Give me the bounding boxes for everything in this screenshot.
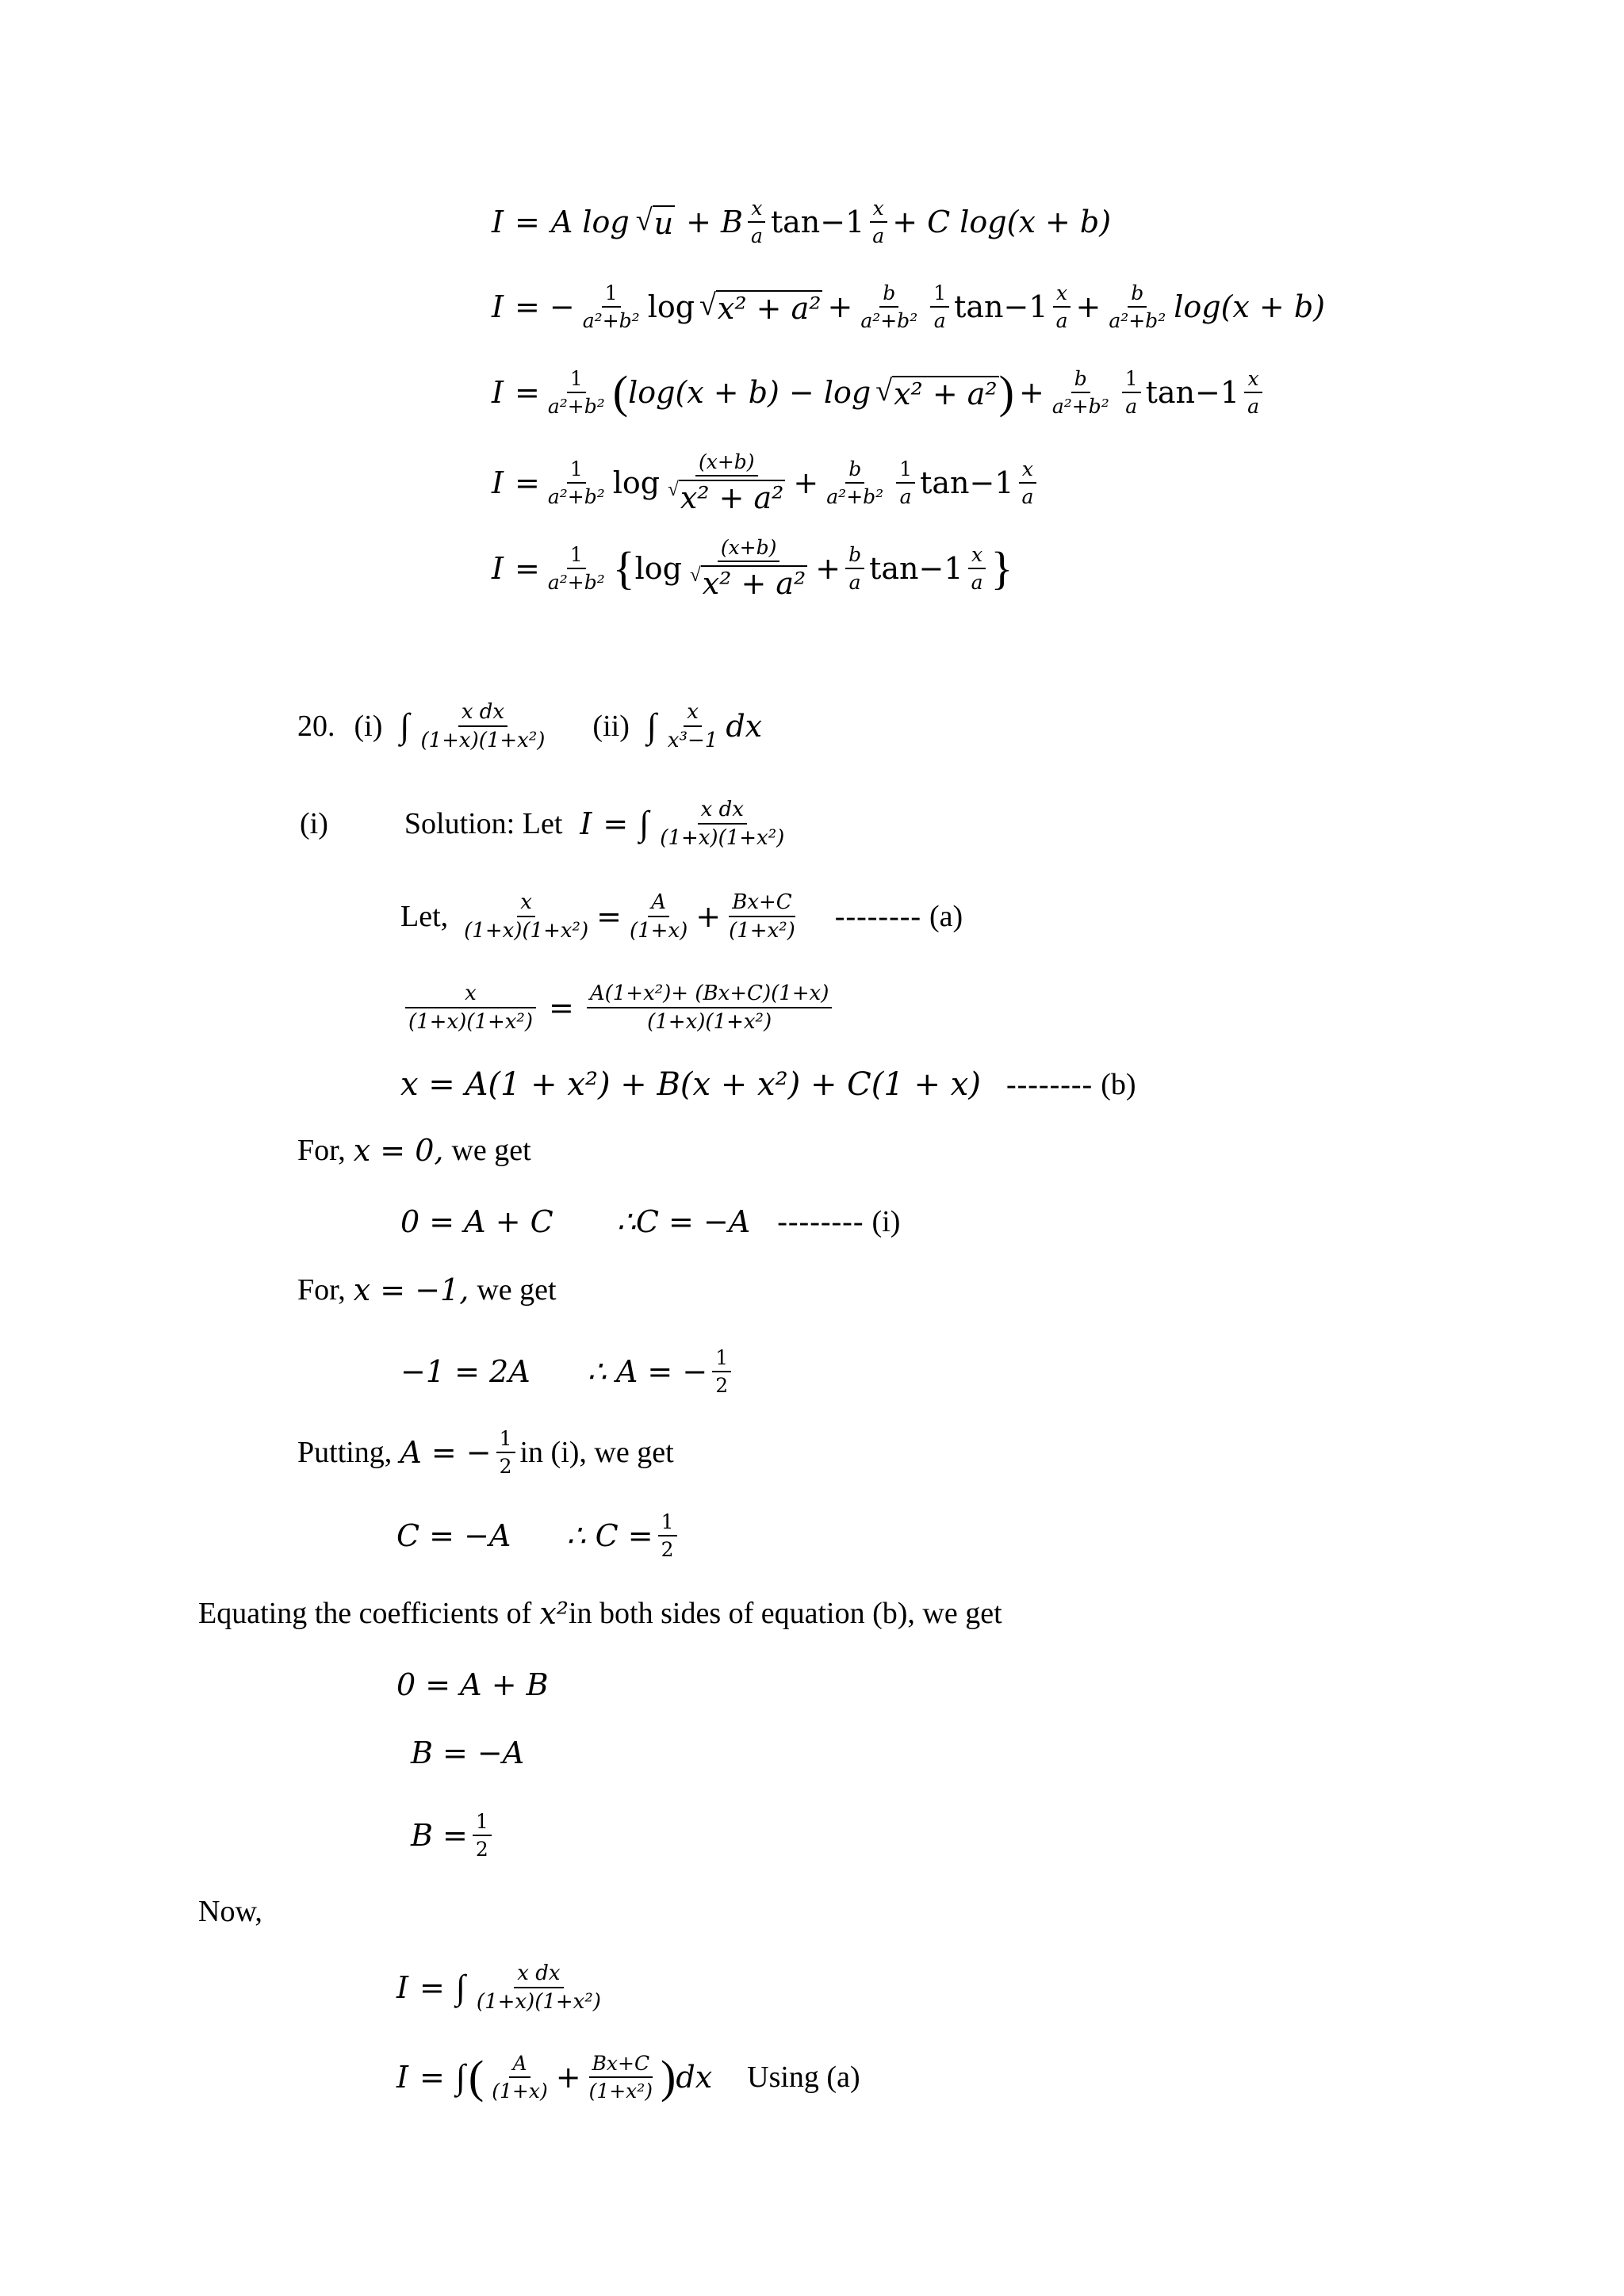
putting-line: [297, 1429, 674, 1476]
fraction: $\frac{b}{\text{a²+b²}}$: [1051, 367, 1109, 418]
note-text: Using (a): [747, 2061, 860, 2094]
dash-leader: --------: [834, 900, 922, 933]
equation-tag: (a): [929, 900, 963, 933]
math-var: I: [492, 205, 504, 239]
a-plus-b-line: [396, 1667, 549, 1702]
math-expression: B = −A: [411, 1735, 525, 1770]
math-expression: A = −: [400, 1435, 492, 1470]
fraction: $\frac{b}{\text{a²+b²}}$: [826, 457, 884, 508]
equation-line-4: I = $\frac{1}{\text{a²+b²}}$ log (x+b) √ x² + a² + $\frac{b}{\text{a²+b²}}$ $\frac{1}{a}$ tan −1 $\frac{x}{a}$: [492, 452, 1041, 513]
math-expression: x = −1,: [353, 1272, 469, 1307]
equals-sign: =: [419, 2060, 445, 2095]
tan-function: tan: [954, 289, 1004, 324]
equals-sign: =: [548, 990, 574, 1025]
a-value-line: [400, 1348, 736, 1395]
text: Equating the coefficients of: [198, 1597, 532, 1630]
final-integral-line: I = ∫ ( $\frac{A}{(1+x)}$ + $\frac{Bx+C}{\text{(1+x²)}}$ ) dx Using (a): [396, 2051, 860, 2103]
math-expression: ∴C = −A: [616, 1204, 751, 1239]
math-var: I: [492, 375, 504, 410]
text: in (i), we get: [519, 1436, 674, 1469]
equals-sign: = −: [515, 289, 575, 324]
part-label: (i): [300, 807, 328, 840]
text: Putting,: [297, 1436, 393, 1469]
math-expression: 0 = A + C: [400, 1204, 553, 1239]
plus-sign: +: [555, 2060, 581, 2095]
equals-sign: =: [515, 205, 540, 239]
fraction: $\frac{b}{\text{a²+b²}}$: [860, 281, 918, 332]
fraction: $\frac{x}{a}$: [1244, 369, 1262, 416]
math-term: log(x + b): [1174, 289, 1325, 324]
fraction: $\frac{Bx+C}{\text{(1+x²)}}$: [729, 890, 795, 943]
b-neg-a-line: [411, 1735, 525, 1770]
math-expression: ∴ C =: [566, 1518, 653, 1553]
plus-sign: +: [815, 550, 841, 586]
math-expression: x = A(1 + x²) + B(x + x²) + C(1 + x): [400, 1066, 981, 1103]
log-function: log: [612, 465, 661, 500]
plus-sign: +: [827, 289, 853, 324]
solution-label: Solution: Let: [404, 807, 563, 840]
fraction: $\frac{1}{a}$: [896, 459, 915, 507]
math-expression: x²: [539, 1596, 569, 1631]
equals-sign: =: [603, 806, 629, 841]
part-label: (i): [354, 710, 383, 743]
for-x-zero-line: [297, 1133, 531, 1168]
fraction: $\frac{A}{(1+x)}$: [492, 2052, 548, 2103]
equating-line: [198, 1596, 1002, 1631]
text: Now,: [198, 1895, 262, 1928]
fraction: (x+b) √ x² + a²: [689, 536, 806, 601]
math-term: dx: [726, 709, 763, 744]
fraction: $\frac{1}{2}$: [658, 1512, 677, 1559]
equation-i-line: [400, 1204, 901, 1239]
equals-sign: =: [515, 550, 540, 586]
close-brace: }: [990, 541, 1013, 594]
equals-sign: =: [515, 375, 540, 410]
math-term: + C log(x + b): [892, 205, 1112, 239]
fraction: $\frac{1}{\text{a²+b²}}$: [582, 281, 640, 332]
log-function: log: [634, 550, 682, 586]
plus-sign: +: [1075, 289, 1101, 324]
fraction: $\frac{x}{a}$: [748, 198, 766, 246]
b-value-line: [411, 1812, 496, 1859]
open-paren: (: [468, 2051, 485, 2103]
fraction: $\frac{1}{\text{a²+b²}}$: [547, 457, 605, 508]
fraction: (x+b) √ x² + a²: [668, 450, 784, 515]
open-paren: (: [612, 366, 629, 418]
partial-fraction-line: [400, 892, 963, 941]
text: we get: [477, 1273, 557, 1307]
equation-line-1: I = A log √ u + B $\frac{x}{a}$ tan −1 $\frac{x}{a}$ + C log(x + b): [492, 197, 1112, 247]
equation-line-3: I = $\frac{1}{\text{a²+b²}}$ ( log(x + b) − log √ x² + a² ) + $\frac{b}{\text{a²+b²}}$ $\frac{1}{a}$ tan −1 $\frac{x}{a}$: [492, 369, 1267, 416]
dash-leader: --------: [777, 1205, 864, 1238]
fraction: $\frac{\text{x dx}}{\text{(1+x)(1+x²)}}$: [660, 798, 785, 850]
math-term: dx: [676, 2060, 713, 2095]
math-expression: −1 = 2A: [400, 1354, 530, 1389]
text: For,: [297, 1273, 346, 1307]
question-20: 20. (i) ∫ $\frac{\text{x dx}}{\text{(1+x)(1+x²)}}$ (ii) ∫ $\frac{x}{\text{x³−1}}$ dx: [297, 700, 763, 752]
fraction: $\frac{Bx+C}{\text{(1+x²)}}$: [588, 2052, 653, 2103]
sqrt-expression: √ u: [635, 204, 674, 241]
fraction: $\frac{x}{a}$: [1019, 459, 1037, 507]
now-line: [198, 1896, 262, 1927]
equation-tag: (i): [871, 1205, 901, 1238]
fraction: $\frac{1}{2}$: [712, 1348, 731, 1395]
sqrt-expression: √ x² + a²: [875, 374, 998, 411]
tan-function: tan: [770, 205, 821, 239]
equation-line-2: I = − $\frac{1}{\text{a²+b²}}$ log √ x² + a² + $\frac{b}{\text{a²+b²}}$ $\frac{1}{a}$ tan −1 $\frac{x}{a}$ + $\frac{b}{\text{a²+b²}}$ log(x + b): [492, 281, 1325, 332]
fraction: $\frac{A}{(1+x)}$: [629, 890, 688, 943]
solution-line: (i) Solution: Let I = ∫ $\frac{\text{x dx}}{\text{(1+x)(1+x²)}}$: [300, 799, 792, 848]
plus-sign: +: [695, 899, 722, 934]
fraction: $\frac{x}{\text{x³−1}}$: [667, 700, 718, 752]
question-number: 20.: [297, 710, 335, 743]
fraction: $\frac{\text{x dx}}{\text{(1+x)(1+x²)}}$: [476, 1961, 601, 2014]
math-var: I: [492, 465, 504, 500]
sqrt-expression: √ x² + a²: [699, 289, 822, 326]
dash-leader: --------: [1005, 1068, 1094, 1101]
equation-tag: (b): [1101, 1068, 1136, 1101]
tan-function: tan: [920, 465, 970, 500]
fraction: $\frac{1}{a}$: [1122, 369, 1141, 416]
fraction: $\frac{x}{\text{(1+x)(1+x²)}}$: [405, 983, 536, 1032]
part-label: (ii): [592, 710, 630, 743]
math-var: I: [396, 1970, 409, 2005]
equals-sign: =: [515, 465, 540, 500]
let-label: Let,: [400, 900, 449, 933]
math-term: log(x + b) − log: [628, 375, 871, 410]
text: in both sides of equation (b), we get: [569, 1597, 1002, 1630]
for-x-minus-one-line: [297, 1272, 557, 1307]
equation-line-5: I = $\frac{1}{\text{a²+b²}}$ { log (x+b) √ x² + a² + $\frac{b}{a}$ tan −1 $\frac{x}{a}$ }: [492, 536, 1013, 601]
equals-sign: =: [419, 1970, 445, 2005]
fraction: $\frac{x}{\text{(1+x)(1+x²)}}$: [464, 890, 589, 943]
open-brace: {: [612, 541, 635, 594]
math-var: I: [580, 806, 592, 841]
fraction: $\frac{\text{A(1+x²)+ (Bx+C)(1+x)}}{\text{(1+x)(1+x²)}}$: [587, 983, 833, 1032]
plus-sign: +: [793, 465, 819, 500]
combined-fraction-line: [400, 983, 837, 1032]
fraction: $\frac{x}{a}$: [869, 198, 887, 246]
math-expression: B =: [411, 1818, 468, 1853]
log-function: log: [647, 289, 695, 324]
equals-sign: =: [596, 899, 622, 934]
fraction: $\frac{1}{\text{a²+b²}}$: [547, 367, 605, 418]
math-expression: ∴ A = −: [587, 1354, 708, 1389]
math-expression: 0 = A + B: [396, 1667, 549, 1702]
fraction: $\frac{\text{x dx}}{\text{(1+x)(1+x²)}}$: [420, 700, 546, 752]
math-expression: C = −A: [396, 1518, 511, 1553]
fraction: $\frac{1}{2}$: [496, 1429, 515, 1476]
fraction: $\frac{1}{2}$: [473, 1812, 492, 1859]
integral-line: I = ∫ $\frac{\text{x dx}}{\text{(1+x)(1+x²)}}$: [396, 1963, 609, 2012]
fraction: $\frac{x}{a}$: [968, 545, 986, 592]
math-var: I: [396, 2060, 409, 2095]
math-var: I: [492, 289, 504, 324]
plus-sign: +: [1018, 375, 1044, 410]
text: we get: [451, 1134, 531, 1167]
fraction: $\frac{x}{a}$: [1053, 283, 1071, 331]
text: For,: [297, 1134, 346, 1167]
fraction: $\frac{b}{a}$: [845, 545, 864, 592]
fraction: $\frac{1}{\text{a²+b²}}$: [547, 542, 605, 594]
equation-b-line: [400, 1066, 1136, 1103]
fraction: $\frac{1}{a}$: [930, 283, 949, 331]
math-term: A log: [550, 205, 630, 239]
tan-function: tan: [869, 550, 919, 586]
close-paren: ): [661, 2051, 676, 2103]
math-var: I: [492, 550, 504, 586]
close-paren: ): [998, 366, 1014, 418]
math-term: + B: [686, 205, 743, 239]
math-expression: x = 0,: [353, 1133, 444, 1168]
tan-function: tan: [1145, 375, 1196, 410]
c-value-line: [396, 1512, 682, 1559]
fraction: $\frac{b}{\text{a²+b²}}$: [1109, 281, 1166, 332]
